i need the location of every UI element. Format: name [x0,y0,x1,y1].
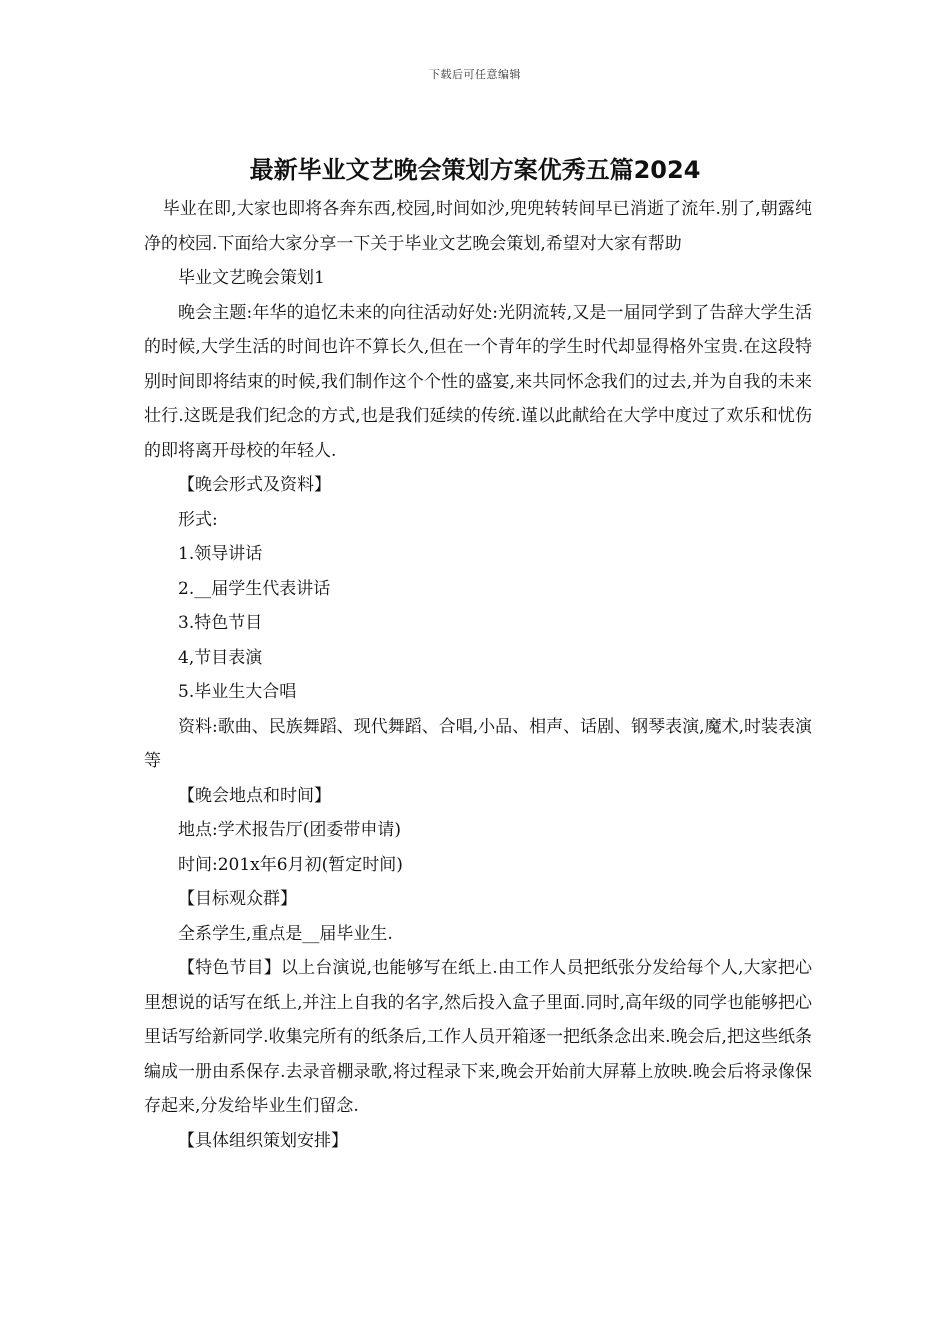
time-line: 时间:201x年6月初(暂定时间) [178,854,403,875]
form-label: 形式: [178,509,218,530]
list-item: 2.__届学生代表讲话 [178,578,331,599]
section-heading-arrangement: 【具体组织策划安排】 [178,1130,348,1151]
list-item: 5.毕业生大合唱 [178,682,297,702]
section-heading-form: 【晚会形式及资料】 [178,475,331,495]
audience-line: 全系学生,重点是__届毕业生. [178,923,393,944]
list-item: 3.特色节目 [178,613,263,633]
list-item: 1.领导讲话 [178,544,263,564]
document-body [144,192,812,1158]
section-heading-place-time: 【晚会地点和时间】 [178,785,331,806]
place-line: 地点:学术报告厅(团委带申请) [178,820,401,840]
intro-paragraph: 毕业在即,大家也即将各奔东西,校园,时间如沙,兜兜转转间早已消逝了流年.别了,朝露纯净的校园.下面给大家分享一下关于毕业文艺晚会策划,希望对大家有帮助 [144,199,812,254]
special-program-paragraph: 【特色节目】以上台演说,也能够写在纸上.由工作人员把纸张分发给每个人,大家把心里想说的话写在纸上,并注上自我的名字,然后投入盒子里面.同时,高年级的同学也能够把心里话写给新同学.收集完所有的纸条后,工作人员开箱逐一把纸条念出来.晚会后,把这些纸条编成一册由系保存.去录音棚录歌,将过程录下来,晚会开始前大屏幕上放映.晚会后将录像保存起来,分发给毕业生们留念. [144,958,812,1116]
section-heading-audience: 【目标观众群】 [178,889,297,909]
document-title: 最新毕业文艺晚会策划方案优秀五篇2024 [249,156,701,184]
header-note: 下载后可任意编辑 [429,68,521,81]
list-item: 4,节目表演 [178,647,263,668]
section-heading-plan-1: 毕业文艺晚会策划1 [178,268,325,288]
theme-paragraph: 晚会主题:年华的追忆未来的向往活动好处:光阴流转,又是一届同学到了告辞大学生活的时候,大学生活的时间也许不算长久,但在一个青年的学生时代却显得格外宝贵.在这段特别时间即将结束的时候,我们制作这个个性的盛宴,来共同怀念我们的过去,并为自我的未来壮行.这既是我们纪念的方式,也是我们延续的传统.谨以此献给在大学中度过了欢乐和忧伤的即将离开母校的年轻人. [144,302,812,461]
materials-paragraph: 资料:歌曲、民族舞蹈、现代舞蹈、合唱,小品、相声、话剧、钢琴表演,魔术,时装表演等 [144,716,812,771]
